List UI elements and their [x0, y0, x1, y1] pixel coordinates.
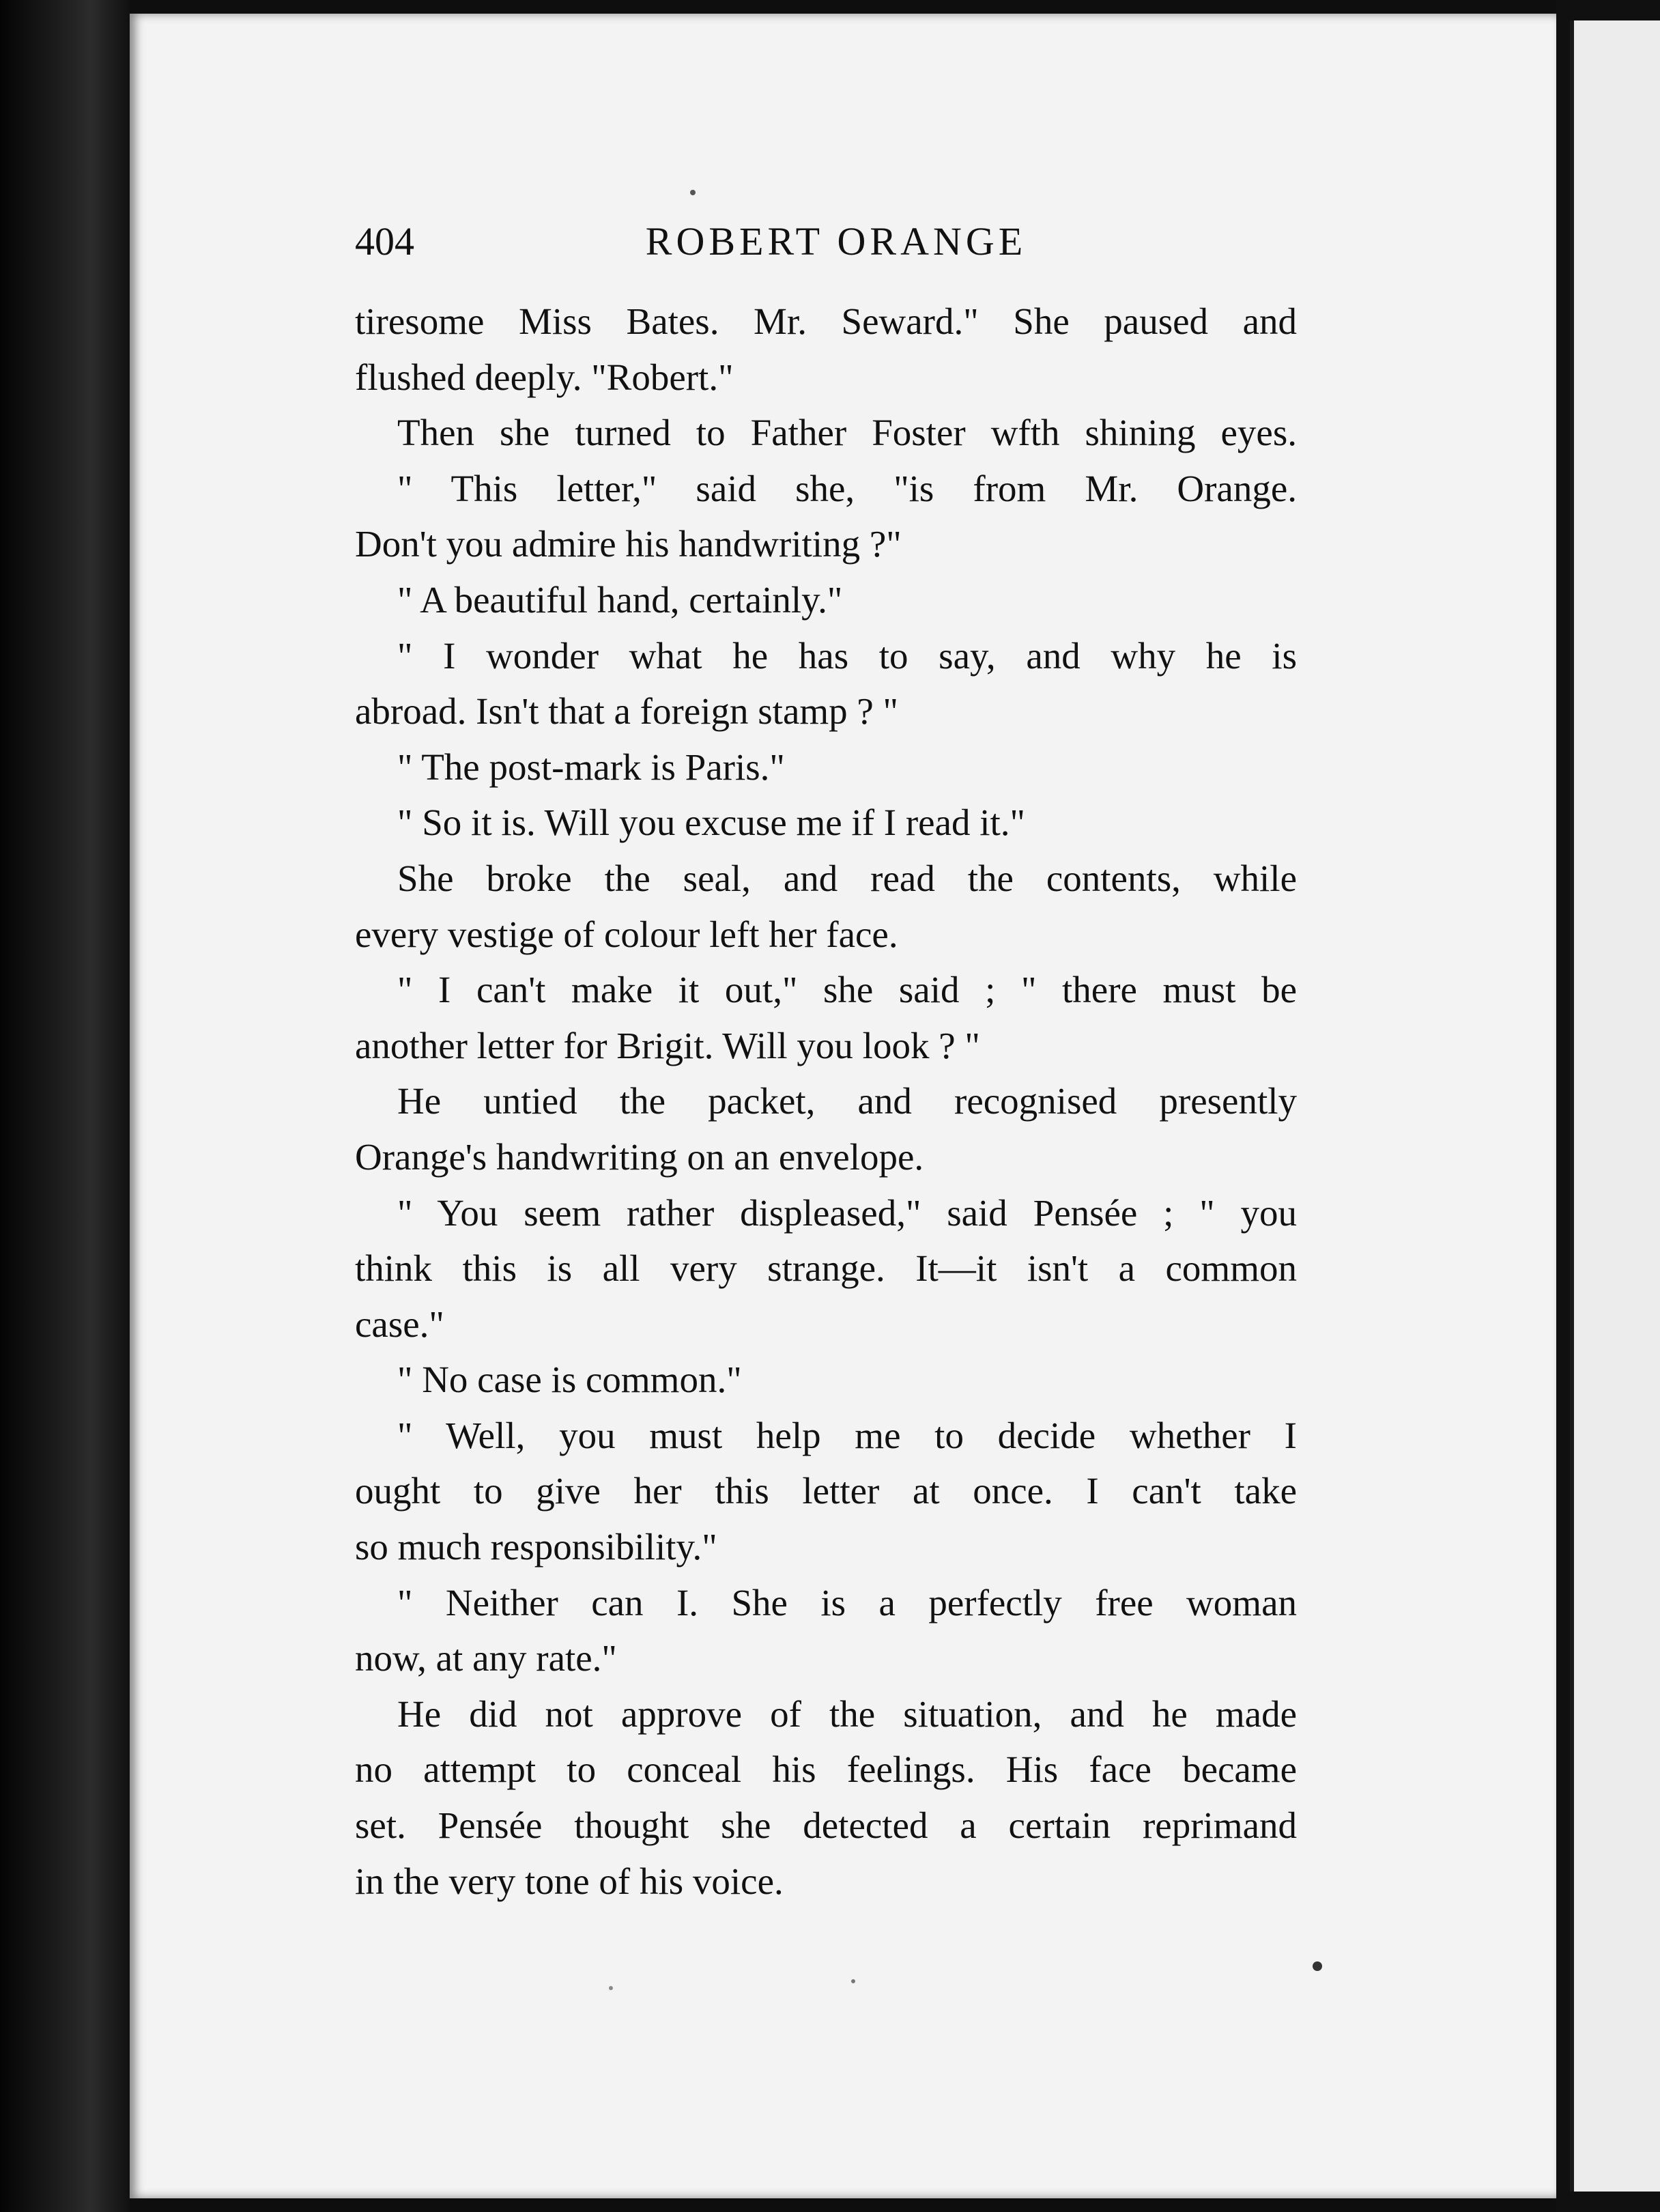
text-line: " The post-mark is Paris.": [397, 746, 785, 788]
text-line: so much responsibility.": [355, 1526, 717, 1568]
text-line: case.": [355, 1303, 444, 1345]
text-line: She broke the seal, and read the contents, while: [397, 857, 1297, 899]
text-line: " This letter," said she, "is from Mr. Orange.: [397, 467, 1297, 509]
text-line: think this is all very strange. It—it isn't a common: [355, 1247, 1297, 1290]
text-line: " Well, you must help me to decide whether I: [397, 1414, 1297, 1456]
text-line: " I can't make it out," she said ; " there must be: [397, 969, 1297, 1011]
text-line: He untied the packet, and recognised presently: [397, 1080, 1297, 1122]
text-line: Then she turned to Father Foster wfth shining eyes.: [397, 412, 1297, 454]
running-head: [355, 218, 1297, 266]
text-line: He did not approve of the situation, and he made: [397, 1692, 1297, 1735]
text-line: set. Pensée thought she detected a certain reprimand: [355, 1804, 1297, 1847]
text-line: " You seem rather displeased," said Pensée ; " you: [397, 1191, 1297, 1234]
text-line: every vestige of colour left her face.: [355, 913, 898, 955]
text-line: now, at any rate.": [355, 1637, 617, 1679]
text-line: tiresome Miss Bates. Mr. Seward." She paused and: [355, 300, 1297, 342]
scan-left-margin: [0, 0, 130, 2212]
text-line: ought to give her this letter at once. I can't take: [355, 1470, 1297, 1512]
facing-page-edge: [1556, 0, 1660, 2212]
text-line: " I wonder what he has to say, and why he is: [397, 634, 1297, 677]
text-line: another letter for Brigit. Will you look ? ": [355, 1024, 980, 1066]
text-line: abroad. Isn't that a foreign stamp ? ": [355, 690, 898, 733]
text-line: " Neither can I. She is a perfectly free woman: [397, 1581, 1297, 1623]
body-text: [355, 294, 1297, 1909]
text-line: flushed deeply. "Robert.": [355, 356, 734, 398]
text-line: Don't you admire his handwriting ?": [355, 523, 902, 565]
facing-page-sliver: [1570, 20, 1660, 2192]
running-title: ROBERT ORANGE: [645, 219, 1027, 264]
text-line: Orange's handwriting on an envelope.: [355, 1135, 924, 1178]
text-line: in the very tone of his voice.: [355, 1860, 784, 1902]
text-line: " So it is. Will you excuse me if I read it.": [397, 802, 1025, 844]
text-line: " No case is common.": [397, 1359, 742, 1401]
page-number: 404: [355, 219, 414, 264]
text-line: " A beautiful hand, certainly.": [397, 578, 843, 621]
text-line: no attempt to conceal his feelings. His face became: [355, 1748, 1297, 1791]
